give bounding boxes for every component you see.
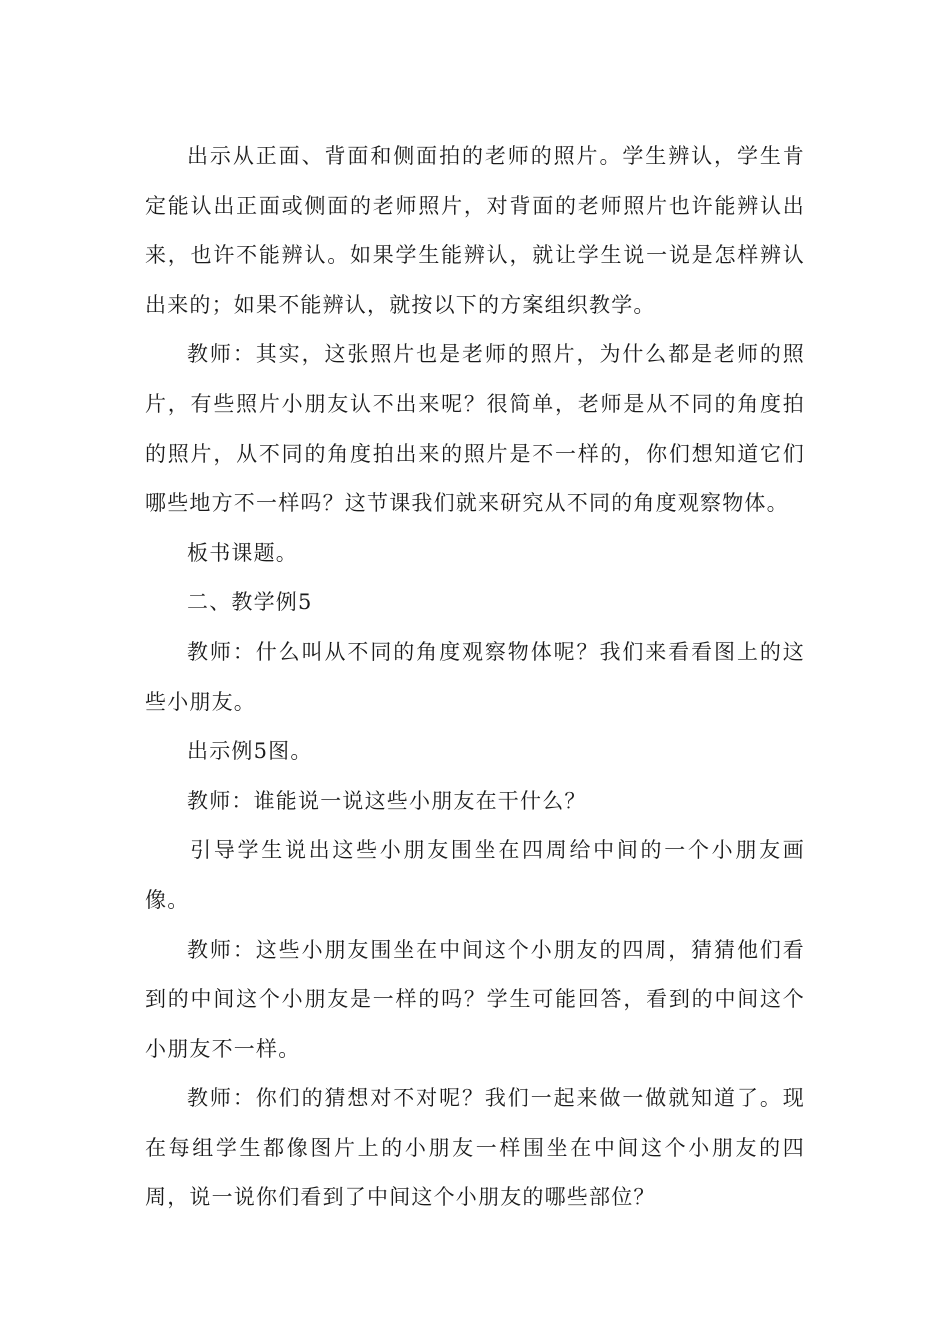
section-heading: 二、教学例5 [187, 590, 313, 615]
paragraph-teacher-explain: 教师：其实，这张照片也是老师的照片，为什么都是老师的照片，有些照片小朋友认不出来呢？很简单，老师是从不同的角度拍的照片，从不同的角度拍出来的照片是不一样的，你们想知道它们哪些地方不一样吗？这节课我们就来研究从不同的角度观察物体。 [145, 342, 805, 516]
paragraph-photo-intro: 出示从正面、背面和侧面拍的老师的照片。学生辨认，学生肯定能认出正面或侧面的老师照片，对背面的老师照片也许能辨认出来，也许不能辨认。如果学生能辨认，就让学生说一说是怎样辨认出来的；如果不能辨认，就按以下的方案组织教学。 [145, 144, 805, 317]
paragraph-show-figure: 出示例5图。 [187, 739, 313, 764]
paragraph-guide-students: 引导学生说出这些小朋友围坐在四周给中间的一个小朋友画像。 [145, 838, 805, 912]
paragraph-teacher-ask: 教师：谁能说一说这些小朋友在干什么？ [187, 788, 587, 813]
paragraph-teacher-question: 教师：什么叫从不同的角度观察物体呢？我们来看看图上的这些小朋友。 [145, 639, 805, 714]
document-body [145, 132, 805, 1223]
paragraph-teacher-activity: 教师：你们的猜想对不对呢？我们一起来做一做就知道了。现在每组学生都像图片上的小朋友一样围坐在中间这个小朋友的四周，说一说你们看到了中间这个小朋友的哪些部位？ [145, 1086, 805, 1210]
paragraph-teacher-guess: 教师：这些小朋友围坐在中间这个小朋友的四周，猜猜他们看到的中间这个小朋友是一样的吗？学生可能回答，看到的中间这个小朋友不一样。 [145, 937, 805, 1061]
paragraph-board-title: 板书课题。 [187, 540, 298, 565]
